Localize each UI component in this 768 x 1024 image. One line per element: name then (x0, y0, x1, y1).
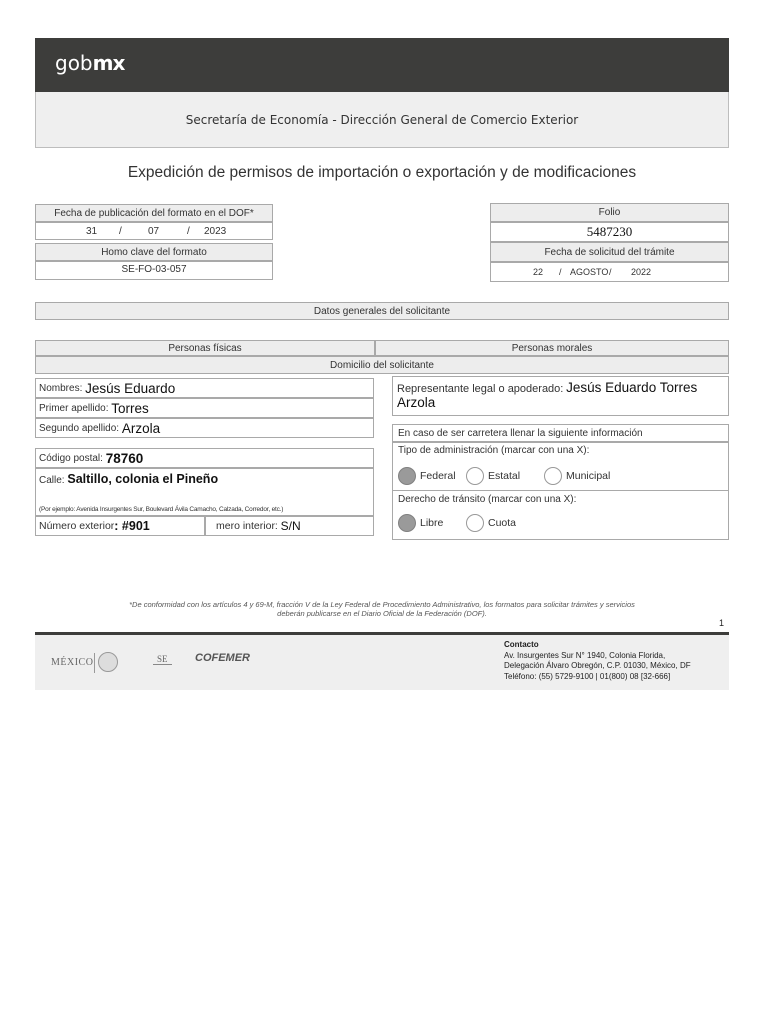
homo-clave-value: SE-FO-03-057 (35, 261, 273, 280)
tipo-admin-label: Tipo de administración (marcar con una X): (398, 445, 590, 456)
segundo-apellido-label: Segundo apellido: (39, 422, 120, 434)
codigo-postal-label: Código postal: (39, 452, 103, 464)
numero-exterior-value: : #901 (114, 519, 150, 533)
logo-mx-text: mx (92, 51, 125, 75)
seal-icon (98, 652, 118, 672)
logo-divider (94, 653, 95, 673)
codigo-postal-value: 78760 (105, 450, 144, 466)
pub-date-label: Fecha de publicación del formato en el DOF* (35, 204, 273, 222)
carretera-divider (393, 490, 728, 491)
radio-cuota[interactable] (466, 514, 516, 532)
fecha-solicitud-value (490, 262, 729, 282)
representante-value: Jesús Eduardo Torres Arzola (397, 380, 698, 410)
radio-estatal-label: Estatal (488, 470, 521, 482)
contact-title: Contacto (504, 640, 539, 649)
numero-interior-field[interactable] (205, 516, 374, 536)
primer-apellido-label: Primer apellido: (39, 402, 109, 414)
radio-federal-label: Federal (420, 470, 456, 482)
radio-federal[interactable] (398, 467, 456, 485)
footer-contact (504, 640, 691, 682)
derecho-transito-label: Derecho de tránsito (marcar con una X): (398, 494, 577, 505)
calle-field[interactable] (35, 468, 374, 516)
radio-libre-label: Libre (420, 517, 444, 529)
folio-value: 5487230 (490, 222, 729, 242)
nombres-value: Jesús Eduardo (85, 380, 176, 396)
radio-estatal[interactable] (466, 467, 520, 485)
radio-federal-icon[interactable] (398, 467, 416, 485)
radio-libre-icon[interactable] (398, 514, 416, 532)
fecha-solicitud-label: Fecha de solicitud del trámite (490, 242, 729, 262)
fecha-sep-1: / (559, 267, 562, 277)
gobmx-logo[interactable] (55, 51, 124, 75)
radio-municipal-icon[interactable] (544, 467, 562, 485)
numero-interior-label: mero interior: (216, 520, 278, 532)
footnote-line-2: deberán publicarse en el Diario Oficial de la Federación (DOF). (277, 609, 487, 618)
segundo-apellido-value: Arzola (121, 420, 161, 436)
pub-sep-2: / (187, 225, 190, 237)
fecha-year: 2022 (631, 267, 652, 277)
section-personas-fisicas: Personas físicas (35, 340, 375, 356)
numero-exterior-field[interactable] (35, 516, 205, 536)
primer-apellido-field[interactable] (35, 398, 374, 418)
fecha-sep-2: / (609, 267, 612, 277)
representante-label: Representante legal o apoderado: (397, 383, 564, 395)
mexico-logo: MÉXICO (51, 657, 94, 668)
radio-cuota-icon[interactable] (466, 514, 484, 532)
representante-field[interactable] (392, 376, 729, 416)
nombres-field[interactable] (35, 378, 374, 398)
pub-month: 07 (148, 225, 160, 237)
section-personas-morales: Personas morales (375, 340, 729, 356)
homo-clave-label: Homo clave del formato (35, 243, 273, 261)
pub-date-value (35, 222, 273, 240)
calle-example: (Por ejemplo: Avenida Insurgentes Sur, Boulevard Ávila Camacho, Calzada, Corredor, etc.) (39, 506, 284, 513)
carretera-note: En caso de ser carretera llenar la siguiente información (392, 424, 729, 442)
form-title: Expedición de permisos de importación o exportación y de modificaciones (127, 164, 637, 181)
contact-phone: Teléfono: (55) 5729-9100 | 01(800) 08 [32-666] (504, 671, 671, 681)
footnote (35, 600, 729, 618)
codigo-postal-field[interactable] (35, 448, 374, 468)
fecha-month: AGOSTO (570, 267, 609, 277)
pub-day: 31 (86, 225, 98, 237)
section-domicilio: Domicilio del solicitante (35, 356, 729, 374)
se-logo: SE (153, 654, 172, 665)
contact-address-2: Delegación Álvaro Obregón, C.P. 01030, México, DF (504, 661, 691, 670)
calle-value: Saltillo, colonia el Pineño (67, 472, 219, 486)
fecha-day: 22 (533, 267, 544, 277)
numero-exterior-label: Número exterior (39, 520, 115, 532)
numero-interior-value: S/N (280, 519, 301, 533)
pub-year: 2023 (204, 225, 227, 237)
radio-cuota-label: Cuota (488, 517, 517, 529)
pub-sep-1: / (119, 225, 122, 237)
page-number: 1 (719, 618, 725, 628)
radio-libre[interactable] (398, 514, 443, 532)
segundo-apellido-field[interactable] (35, 418, 374, 438)
cofemer-logo: COFEMER (195, 652, 250, 664)
site-header (35, 38, 729, 92)
radio-estatal-icon[interactable] (466, 467, 484, 485)
nombres-label: Nombres: (39, 382, 83, 394)
footnote-line-1: *De conformidad con los artículos 4 y 69-M, fracción V de la Ley Federal de Procedimiento Administrativo, los formatos para solicitar trámites y servicios (129, 600, 635, 609)
primer-apellido-value: Torres (111, 400, 149, 416)
calle-label: Calle: (39, 475, 65, 486)
folio-label: Folio (490, 203, 729, 222)
logo-gob-text: gob (55, 51, 93, 75)
radio-municipal-label: Municipal (566, 470, 611, 482)
contact-address-1: Av. Insurgentes Sur N° 1940, Colonia Florida, (504, 650, 666, 660)
radio-municipal[interactable] (544, 467, 610, 485)
carretera-panel (392, 442, 729, 540)
section-datos-generales: Datos generales del solicitante (35, 302, 729, 320)
agency-subtitle: Secretaría de Economía - Dirección General de Comercio Exterior (35, 92, 729, 148)
